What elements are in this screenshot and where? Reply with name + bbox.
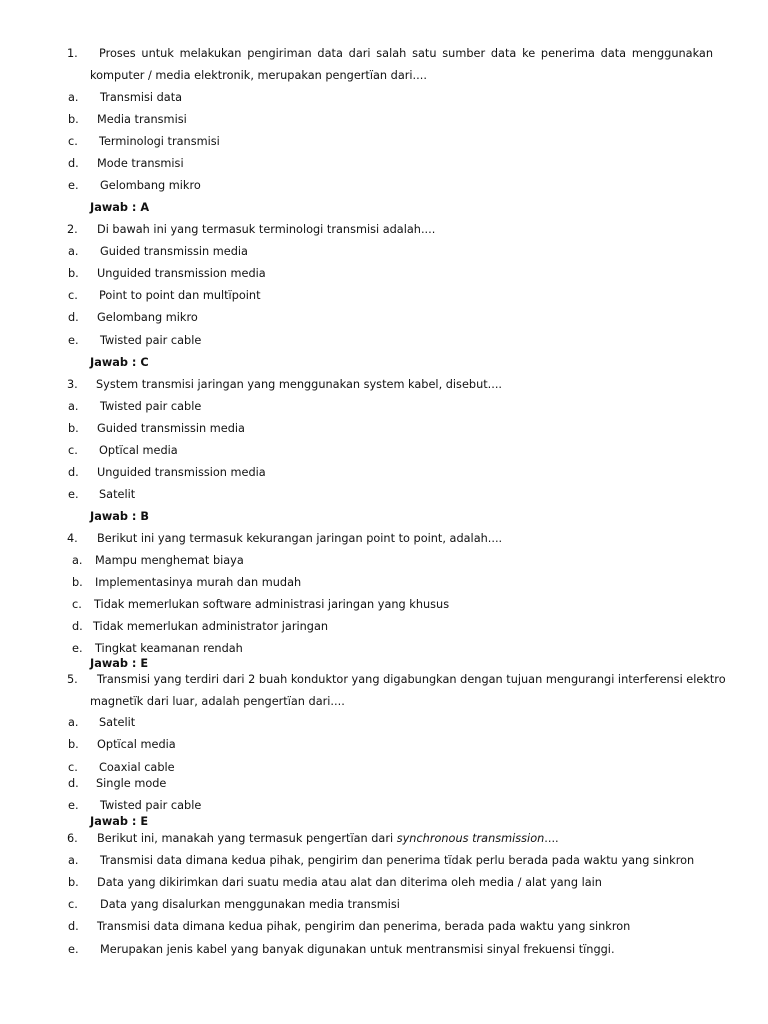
question-text-continued: komputer / media elektronik, merupakan pengertïan dari.... xyxy=(90,69,427,82)
answer-key: Jawab : C xyxy=(90,356,149,369)
option-letter: b. xyxy=(68,113,79,126)
option-text: Unguided transmission media xyxy=(97,267,266,280)
option-text: Satelit xyxy=(99,488,136,501)
option-letter: e. xyxy=(68,488,79,501)
option-text: Tidak memerlukan software administrasi jaringan yang khusus xyxy=(94,598,450,611)
question-text: System transmisi jaringan yang menggunakan system kabel, disebut.... xyxy=(96,378,503,391)
option-letter: d. xyxy=(68,466,79,479)
option-text: Satelit xyxy=(99,716,136,729)
option-text: Transmisi data dimana kedua pihak, pengirim dan penerima tïdak perlu berada pada waktu yang sinkron xyxy=(100,854,695,867)
question-number: 5. xyxy=(67,673,78,686)
option-text: Twisted pair cable xyxy=(100,400,202,413)
option-letter: c. xyxy=(68,898,78,911)
option-text: Media transmisi xyxy=(97,113,187,126)
option-letter: d. xyxy=(68,920,79,933)
question-number: 3. xyxy=(67,378,78,391)
option-text: Tidak memerlukan administrator jaringan xyxy=(93,620,329,633)
question-text: Transmisi yang terdiri dari 2 buah konduktor yang digabungkan dengan tujuan mengurangi interferensi elektro xyxy=(97,673,726,686)
option-letter: a. xyxy=(68,245,79,258)
option-letter: e. xyxy=(68,799,79,812)
answer-key: Jawab : E xyxy=(90,815,149,828)
question-number: 4. xyxy=(67,532,78,545)
option-text: Merupakan jenis kabel yang banyak digunakan untuk mentransmisi sinyal frekuensi tïnggi. xyxy=(100,943,615,956)
option-letter: d. xyxy=(68,777,79,790)
option-letter: b. xyxy=(68,422,79,435)
option-letter: c. xyxy=(68,289,78,302)
option-text: Twisted pair cable xyxy=(100,334,202,347)
option-letter: d. xyxy=(68,157,79,170)
option-letter: a. xyxy=(68,854,79,867)
question-text-italic: synchronous transmission xyxy=(396,832,545,845)
option-letter: a. xyxy=(68,716,79,729)
option-letter: e. xyxy=(68,334,79,347)
option-text: Point to point dan multïpoint xyxy=(99,289,261,302)
option-text: Data yang disalurkan menggunakan media transmisi xyxy=(100,898,400,911)
option-text: Twisted pair cable xyxy=(100,799,202,812)
option-letter: c. xyxy=(72,598,82,611)
answer-key: Jawab : E xyxy=(90,657,149,670)
option-letter: a. xyxy=(68,91,79,104)
option-letter: a. xyxy=(72,554,83,567)
option-text: Data yang dikirimkan dari suatu media atau alat dan diterima oleh media / alat yang lain xyxy=(97,876,602,889)
option-letter: b. xyxy=(68,876,79,889)
question-number: 2. xyxy=(67,223,78,236)
option-letter: e. xyxy=(68,179,79,192)
question-text-ellipsis: .... xyxy=(544,832,559,845)
option-text: Tingkat keamanan rendah xyxy=(95,642,243,655)
option-text: Gelombang mikro xyxy=(97,311,198,324)
option-letter: e. xyxy=(72,642,83,655)
option-letter: c. xyxy=(68,135,78,148)
option-text: Coaxial cable xyxy=(99,761,175,774)
option-text: Terminologi transmisi xyxy=(99,135,220,148)
option-text: Unguided transmission media xyxy=(97,466,266,479)
option-letter: d. xyxy=(68,311,79,324)
question-number: 1. xyxy=(67,47,78,60)
option-text: Transmisi data xyxy=(100,91,183,104)
option-letter: b. xyxy=(68,738,79,751)
option-text: Mampu menghemat biaya xyxy=(95,554,244,567)
answer-key: Jawab : B xyxy=(90,510,149,523)
option-text: Transmisi data dimana kedua pihak, pengirim dan penerima, berada pada waktu yang sinkron xyxy=(97,920,631,933)
option-letter: b. xyxy=(72,576,83,589)
option-text: Gelombang mikro xyxy=(100,179,201,192)
option-text: Guided transmissin media xyxy=(100,245,248,258)
question-number: 6. xyxy=(67,832,78,845)
answer-key: Jawab : A xyxy=(90,201,150,214)
question-text-plain: Berikut ini, manakah yang termasuk pengertïan dari xyxy=(97,832,397,845)
option-letter: e. xyxy=(68,943,79,956)
option-letter: d. xyxy=(72,620,83,633)
option-text: Mode transmisi xyxy=(97,157,184,170)
option-letter: b. xyxy=(68,267,79,280)
option-text: Single mode xyxy=(96,777,167,790)
question-text: Di bawah ini yang termasuk terminologi transmisi adalah.... xyxy=(97,223,436,236)
question-text xyxy=(97,832,559,846)
option-letter: c. xyxy=(68,761,78,774)
question-text-continued: magnetïk dari luar, adalah pengertïan dari.... xyxy=(90,695,345,708)
option-text: Optïcal media xyxy=(97,738,176,751)
question-text: Berikut ini yang termasuk kekurangan jaringan point to point, adalah.... xyxy=(97,532,503,545)
option-text: Implementasinya murah dan mudah xyxy=(95,576,302,589)
question-text: Proses untuk melakukan pengiriman data dari salah satu sumber data ke penerima data menggunakan xyxy=(99,47,713,60)
option-letter: a. xyxy=(68,400,79,413)
option-letter: c. xyxy=(68,444,78,457)
option-text: Guided transmissin media xyxy=(97,422,245,435)
option-text: Optïcal media xyxy=(99,444,178,457)
